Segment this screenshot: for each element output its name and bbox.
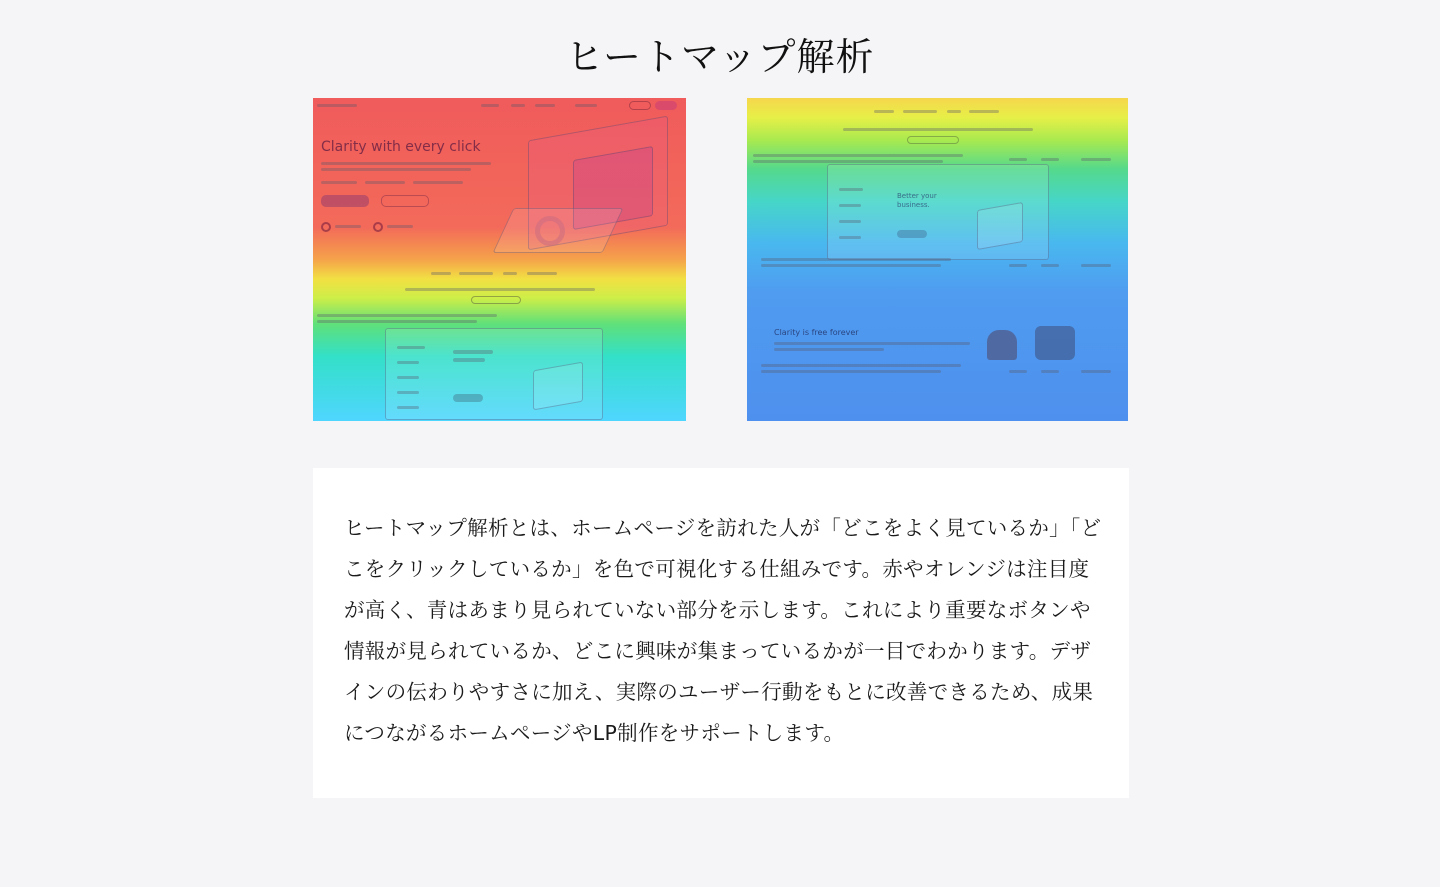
heatmap-left-headline: Clarity with every click bbox=[321, 139, 481, 155]
heatmap-image-left bbox=[313, 98, 686, 421]
heatmap-image-right bbox=[747, 98, 1128, 421]
heatmap-right-headline-b: Clarity is free forever bbox=[774, 328, 859, 337]
description-text: ヒートマップ解析とは、ホームページを訪れた人が「どこをよく見ているか」「どこをクリックしているか」を色で可視化する仕組みです。赤やオレンジは注目度が高く、青はあまり見られていない部分を示します。これにより重要なボタンや情報が見られているか、どこに興味が集まっているかが一目でわかります。デザインの伝わりやすさに加え、実際のユーザー行動をもとに改善できるため、成果につながるホームページやLP制作をサポートします。 bbox=[344, 516, 1102, 745]
page-title: ヒートマップ解析 bbox=[565, 35, 875, 79]
heatmap-right-headline-a: Better your business. bbox=[897, 192, 937, 209]
description-card bbox=[313, 468, 1129, 798]
